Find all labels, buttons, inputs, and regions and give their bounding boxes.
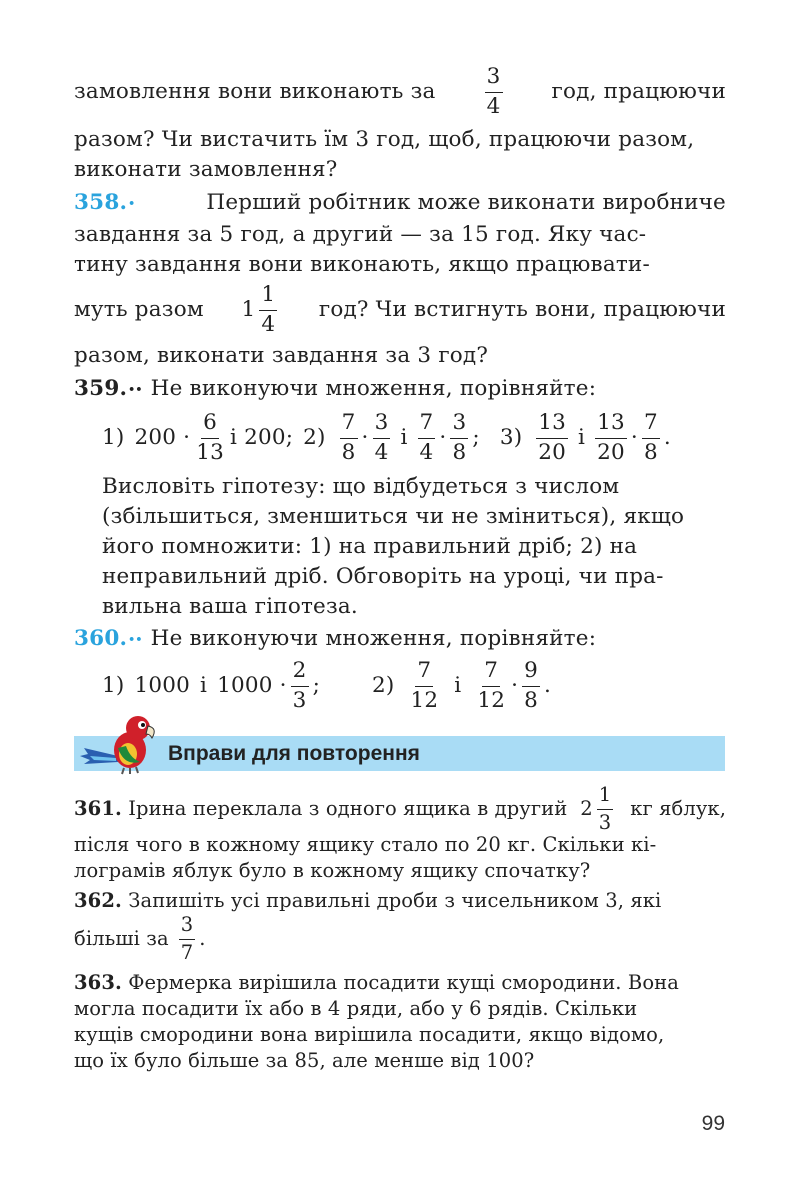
- exercise-359-line-1: Висловіть гіпотезу: що відбудеться з числом: [102, 474, 620, 500]
- text: виконати замовлення?: [74, 157, 338, 183]
- exercise-360-expressions: 1) 1000 і 1000 · $\frac{2}{3}$ ; 2) $\frac{7}{12}$ і $\frac{7}{12}$ · $\frac{9}{8}$ .: [102, 657, 552, 713]
- text: Не виконуючи множення, порівняйте:: [150, 626, 597, 652]
- exercise-361-line-3: лограмів яблук було в кожному ящику спочатку?: [74, 859, 591, 883]
- exercise-358-line-5: [74, 342, 726, 370]
- exercise-363-line-4: що їх було більше за 85, але менше від 100?: [74, 1049, 535, 1073]
- exercise-number: 363.: [74, 971, 122, 995]
- exercise-359-line-3: його помножити: 1) на правильний дріб; 2) на: [102, 534, 638, 560]
- exercise-358-line-3: [74, 250, 726, 280]
- exercise-362-line-2: більші за $\frac{3}{7}$ .: [74, 913, 206, 964]
- exercise-358-line-2: [74, 220, 726, 250]
- exercise-359-title: [74, 374, 726, 404]
- parrot-icon: [78, 712, 170, 778]
- text: Не виконуючи множення, порівняйте:: [150, 376, 597, 402]
- text: год, працюючи: [551, 79, 726, 105]
- exercise-358-line-4: [74, 282, 726, 338]
- difficulty-mark: ••: [128, 632, 143, 646]
- exercise-359-expressions: 1) 200 · $\frac{6}{13}$ і 200; 2) $\frac{7}{8}$ · $\frac{3}{4}$ і $\frac{7}{4}$ · $\frac{3}{8}$ ; 3) $\frac{13}{20}$ і $\frac{13}{20}$ · $\frac{7}{8}$ .: [102, 409, 671, 465]
- text: завдання за 5 год, а другий — за 15 год. Яку час-: [74, 222, 647, 248]
- exercise-363-line-2: могла посадити їх або в 4 ряди, або у 6 рядів. Скільки: [74, 997, 638, 1021]
- exercise-359-line-2: (збільшиться, зменшиться чи не зміниться), якщо: [102, 504, 685, 530]
- fraction: $\frac{3}{4}$: [486, 63, 501, 119]
- exercise-361-line-1: 361. Ірина переклала з одного ящика в другий 2 $\frac{1}{3}$ кг яблук,: [74, 783, 726, 834]
- exercise-360-title: [74, 624, 726, 654]
- text: тину завдання вони виконають, якщо працювати-: [74, 252, 650, 278]
- exercise-number: 358.: [74, 190, 128, 216]
- section-title: Вправи для повторення: [168, 741, 420, 765]
- difficulty-mark: •: [128, 196, 136, 210]
- exercise-363-line-3: кущів смородини вона вирішила посадити, якщо відомо,: [74, 1023, 665, 1047]
- exercise-359-line-5: вильна ваша гіпотеза.: [102, 594, 358, 620]
- exercise-361-line-2: після чого в кожному ящику стало по 20 кг. Скільки кі-: [74, 833, 657, 857]
- text: муть разом: [74, 297, 204, 323]
- page-number: 99: [701, 1112, 725, 1135]
- intro-line-1: [74, 64, 726, 120]
- text: Перший робітник може виконати виробниче: [206, 190, 726, 216]
- intro-line-2: [74, 126, 726, 154]
- text: год? Чи встигнуть вони, працюючи: [318, 297, 726, 323]
- exercise-number: 359.: [74, 376, 128, 402]
- text: разом, виконати завдання за 3 год?: [74, 343, 489, 369]
- exercise-362-line-1: 362. Запишіть усі правильні дроби з чисельником 3, які: [74, 889, 662, 913]
- difficulty-mark: ••: [128, 382, 143, 396]
- text: разом? Чи вистачить їм 3 год, щоб, працюючи разом,: [74, 127, 695, 153]
- exercise-number: 360.: [74, 626, 128, 652]
- mixed-number: 1 $\frac{1}{4}$: [241, 281, 276, 337]
- exercise-363-line-1: 363. Фермерка вирішила посадити кущі смородини. Вона: [74, 971, 679, 995]
- text: замовлення вони виконають за: [74, 79, 436, 105]
- exercise-number: 361.: [74, 797, 122, 821]
- intro-line-3: [74, 156, 726, 184]
- exercise-number: 362.: [74, 889, 122, 913]
- mixed-number: 2 $\frac{1}{3}$: [580, 783, 612, 834]
- exercise-359-line-4: неправильний дріб. Обговоріть на уроці, чи пра-: [102, 564, 664, 590]
- exercise-358-line-1: [74, 188, 726, 218]
